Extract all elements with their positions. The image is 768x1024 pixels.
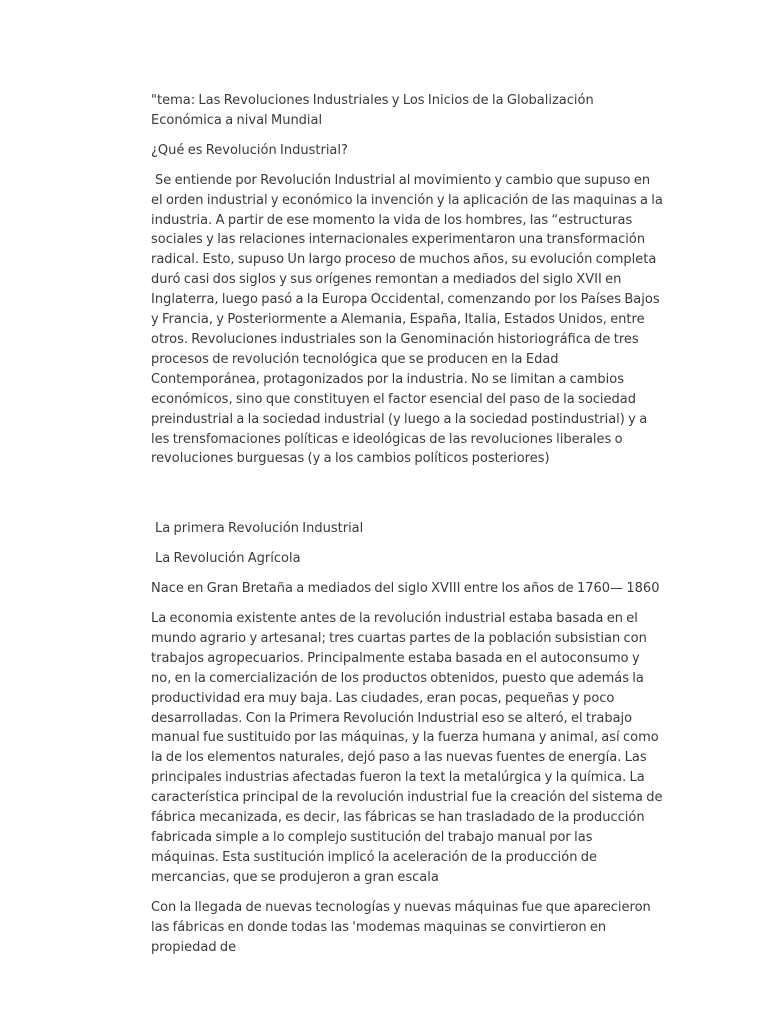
question-heading: ¿Qué es Revolución Industrial? bbox=[151, 142, 348, 158]
economy-paragraph: La economia existente antes de la revolución industrial estaba basada en el mundo agrario y artesanal; tres cuartas partes de la población subsistian con trabajos agropecuarios. Principalmente estaba basada en el autoconsumo y no, en la comercialización de los productos obtenidos, puesto que además la productividad era muy baja. Las ciudades, eran pocas, pequeñas y poco desarrolladas. Con la Primera Revolución Industrial eso se alteró, el trabajo manual fue sustituido por las máquinas, y la fuerza humana y animal, así como la de los elementos naturales, dejó paso a las nuevas fuentes de energía. Las principales industrias afectadas fueron la text la metalúrgica y la química. La característica principal de la revolución industrial fue la creación del sistema de fábrica mecanizada, es decir, las fábricas se han trasladado de la producción fabricada simple a lo complejo sustitución del trabajo manual por las máquinas. Esta sustitución implicó la aceleración de la producción de mercancias, que se produjeron a gran escala bbox=[151, 611, 663, 885]
document-page bbox=[151, 91, 663, 967]
definition-paragraph: Se entiende por Revolución Industrial al movimiento y cambio que supuso en el orden industrial y económico la invención y la aplicación de las maquinas a la industria. A partir de ese momento la vida de los hombres, las “estructuras sociales y las relaciones internacionales experimentaron una transformación radical. Esto, supuso Un largo proceso de muchos años, su evolución completa duró casi dos siglos y sus orígenes remontan a mediados del siglo XVII en Inglaterra, luego pasó a la Europa Occidental, comenzando por los Países Bajos y Francia, y Posteriormente a Alemania, España, Italia, Estados Unidos, entre otros. Revoluciones industriales son la Genominación historiográfica de tres procesos de revolución tecnológica que se producen en la Edad Contemporánea, protagonizados por la industria. No se limitan a cambios económicos, sino que constituyen el factor esencial del paso de la sociedad preindustrial a la sociedad industrial (y luego a la sociedad postindustrial) y a les trensfomaciones políticas e ideológicas de las revoluciones liberales o revoluciones burguesas (y a los cambios políticos posteriores) bbox=[151, 172, 663, 467]
section-spacer bbox=[151, 479, 663, 519]
subsection-heading: La Revolución Agrícola bbox=[155, 551, 301, 567]
origin-line: Nace en Gran Bretaña a mediados del siglo XVIII entre los años de 1760— 1860 bbox=[151, 581, 660, 597]
factories-paragraph: Con la llegada de nuevas tecnologías y nuevas máquinas fue que aparecieron las fábricas en donde todas las 'modemas maquinas se convirtieron en propiedad de bbox=[151, 899, 651, 955]
section-heading: La primera Revolución Industrial bbox=[155, 521, 364, 537]
document-title: "tema: Las Revoluciones Industriales y Los Inicios de la Globalización Económica a nival Mundial bbox=[151, 93, 594, 128]
